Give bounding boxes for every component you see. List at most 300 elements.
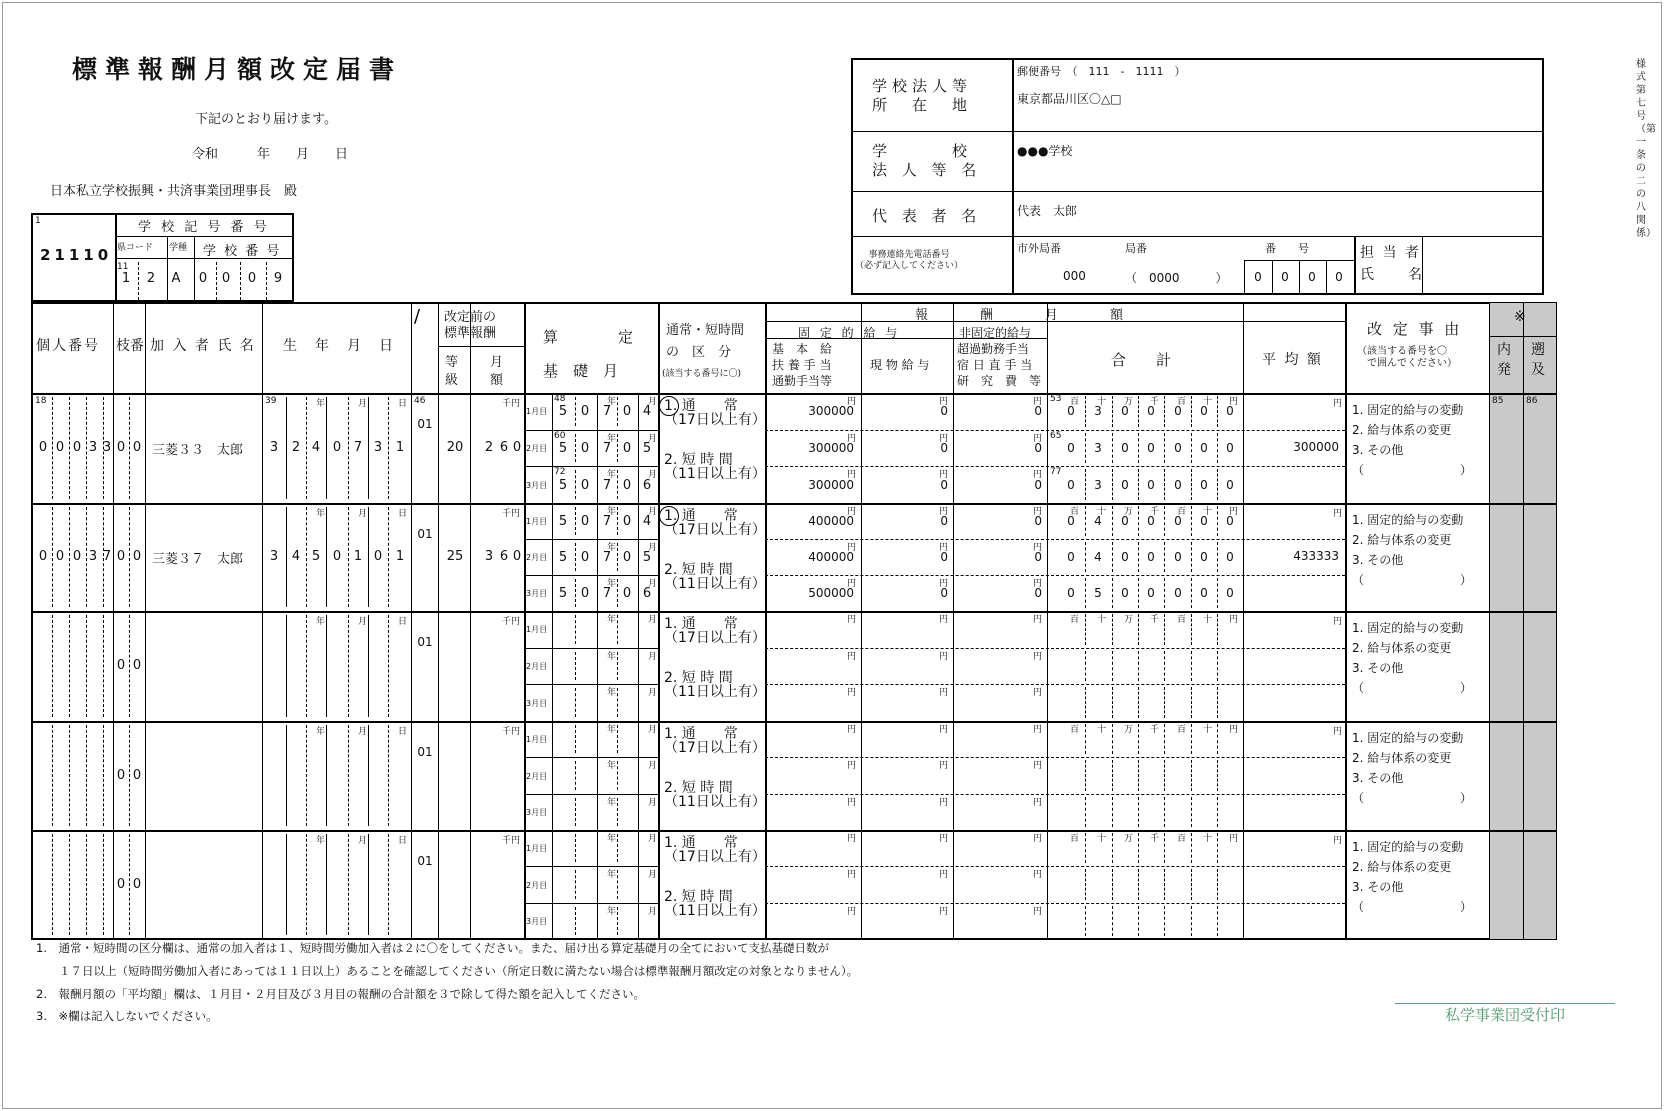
birth-digit: 2: [291, 440, 301, 455]
birth-digit: 3: [269, 440, 279, 455]
type-option-short: 2. 短 時 間 （11日以上有）: [664, 780, 766, 810]
unit-yen: 円: [939, 725, 949, 735]
unit-day: 日: [398, 836, 408, 846]
birth-digit: 5: [311, 549, 321, 564]
unit-yen: 円: [939, 797, 949, 808]
phone-digit: 0: [1254, 270, 1262, 284]
phone-area: 000: [1063, 269, 1086, 283]
calc-month-digit: 5: [558, 514, 568, 529]
total-digit: 0: [1226, 477, 1234, 492]
stamp-text: 私学事業団受付印: [1444, 1006, 1565, 1024]
unit-year: 年: [607, 761, 617, 772]
branch-digit: 0: [116, 549, 126, 564]
reason-option: 1. 固定的給与の変動: [1352, 513, 1464, 527]
type-option-short: 2. 短 時 間 （11日以上有）: [664, 889, 766, 919]
form-subtitle: 下記のとおり届けます。: [195, 112, 337, 127]
unit-year: 年: [316, 509, 326, 519]
plan-code: 01: [417, 417, 433, 431]
unit-month: 月: [648, 651, 658, 662]
month-label: 2月目: [526, 444, 548, 453]
calc-month-digit: 0: [622, 441, 632, 456]
unit-yen: 円: [847, 433, 857, 444]
digit-unit: 万: [1124, 507, 1134, 517]
digit-unit: 百: [1177, 834, 1187, 844]
unit-yen: 円: [1033, 906, 1043, 917]
reason-option: 1. 固定的給与の変動: [1352, 621, 1464, 635]
type-option-normal: 1. 通 常 （17日以上有）: [664, 398, 766, 428]
month-label: 3月目: [526, 480, 548, 490]
unit-yen: 円: [939, 834, 949, 844]
unit-sen: 千円: [502, 509, 521, 519]
field-code: 65: [1050, 430, 1062, 441]
digit-unit: 百: [1070, 834, 1080, 844]
type-selected-circle: [659, 396, 679, 416]
fixed-salary: 300000: [808, 477, 854, 492]
total-digit: 0: [1226, 550, 1234, 564]
header-in-kind: 現 物 給 与: [870, 358, 930, 372]
digit-unit: 千: [1150, 725, 1160, 735]
plan-code: 01: [417, 745, 433, 759]
monthly-digit: 6: [499, 440, 509, 455]
date-line: 令和 年 月 日: [192, 147, 349, 162]
type-option-short: 2. 短 時 間 （11日以上有）: [664, 452, 766, 482]
nonfixed-salary: 0: [1034, 477, 1042, 492]
unit-month: 月: [648, 906, 658, 917]
digit-unit: 十: [1203, 507, 1213, 517]
grade-value: 20: [446, 440, 464, 455]
digit-unit: 円: [1229, 615, 1239, 625]
unit-yen: 円: [847, 470, 857, 481]
school-code-digit: 9: [273, 271, 283, 286]
total-digit: 0: [1147, 404, 1155, 419]
personal-no-digit: 7: [102, 549, 112, 564]
unit-sen: 千円: [502, 727, 521, 737]
unit-yen: 円: [939, 579, 949, 589]
unit-month: 月: [358, 617, 368, 627]
unit-yen: 円: [847, 906, 857, 917]
average-amount: 300000: [1293, 440, 1339, 454]
calc-month-digit: 0: [622, 514, 632, 529]
monthly-digit: 6: [499, 549, 509, 564]
total-digit: 0: [1174, 477, 1182, 492]
field-code: 86: [1526, 396, 1538, 406]
unit-year: 年: [607, 470, 617, 481]
birth-digit: 1: [395, 549, 405, 564]
total-digit: 0: [1174, 404, 1182, 419]
total-digit: 0: [1174, 441, 1182, 455]
branch-digit: 0: [116, 440, 126, 455]
unit-yen: 円: [939, 507, 949, 517]
school-code-digit: 0: [247, 271, 257, 286]
header-fixed: 固 定 的 給 与: [798, 326, 901, 340]
unit-sen: 千円: [502, 399, 521, 409]
birth-digit: 4: [291, 549, 301, 564]
unit-yen: 円: [1033, 543, 1043, 553]
receipt-stamp: [1395, 1003, 1615, 1050]
unit-yen: 円: [939, 615, 949, 625]
unit-yen: 円: [1033, 797, 1043, 808]
unit-year: 年: [607, 579, 617, 589]
birth-digit: 1: [395, 440, 405, 455]
field-code: 85: [1492, 396, 1504, 406]
fixed-salary: 300000: [808, 441, 854, 455]
member-name: 三菱３３ 太郎: [152, 443, 244, 458]
birth-digit: 3: [373, 440, 383, 455]
monthly-digit: 0: [512, 440, 522, 455]
total-digit: 0: [1121, 514, 1129, 528]
total-digit: 0: [1226, 441, 1234, 455]
type-option-normal: 1. 通 常 （17日以上有）: [664, 508, 766, 538]
unit-day: 日: [398, 727, 408, 737]
total-digit: 0: [1226, 404, 1234, 419]
total-digit: 0: [1174, 586, 1182, 600]
total-digit: 0: [1174, 550, 1182, 564]
unit-year: 年: [607, 651, 617, 662]
calc-month-digit: 0: [622, 477, 632, 493]
unit-year: 年: [607, 725, 617, 735]
unit-yen: 円: [847, 543, 857, 553]
month-label: 2月目: [526, 771, 548, 781]
school-type-label: 学種: [169, 243, 188, 253]
monthly-digit: 0: [512, 549, 522, 564]
reason-option: （ ）: [1352, 900, 1473, 914]
unit-yen: 円: [939, 688, 949, 699]
calc-month-digit: 0: [622, 586, 632, 601]
note-1-cont: １７日以上（短時間労働加入者にあっては１１日以上）あることを確認してください（所定日数に満たない場合は標準報酬月額改定の対象となりません）。: [36, 964, 859, 978]
digit-unit: 十: [1203, 725, 1213, 735]
unit-yen: 円: [847, 725, 857, 735]
total-digit: 5: [1094, 586, 1102, 600]
total-digit: 0: [1147, 514, 1155, 528]
unit-yen: 円: [939, 906, 949, 917]
month-label: 2月目: [526, 662, 548, 671]
reason-option: 3. その他: [1352, 771, 1404, 785]
field-code: 53: [1050, 394, 1062, 404]
fixed-salary: 500000: [808, 586, 854, 600]
field-code: 39: [265, 396, 277, 406]
in-kind-salary: 0: [940, 550, 948, 564]
unit-month: 月: [648, 579, 658, 589]
reason-option: （ ）: [1352, 681, 1473, 695]
phone-digit: 0: [1335, 270, 1343, 284]
note-3: 3. ※欄は記入しないでください。: [36, 1009, 218, 1023]
total-digit: 0: [1121, 477, 1129, 492]
unit-month: 月: [648, 797, 658, 808]
header-type: 通常・短時間 の 区 分: [666, 323, 745, 360]
unit-year: 年: [607, 397, 617, 407]
calc-month-digit: 7: [602, 441, 612, 456]
unit-month: 月: [648, 397, 658, 407]
unit-yen: 円: [1033, 870, 1043, 881]
representative-value: 代表 太郎: [1017, 204, 1078, 218]
reason-option: 2. 給与体系の変更: [1352, 533, 1452, 547]
reason-option: 2. 給与体系の変更: [1352, 423, 1452, 437]
type-selected-circle: [659, 506, 679, 526]
personal-no-digit: 0: [72, 440, 82, 455]
total-digit: 0: [1121, 586, 1129, 600]
reason-option: 3. その他: [1352, 880, 1404, 894]
calc-month-digit: 0: [580, 586, 590, 601]
digit-unit: 円: [1229, 725, 1239, 735]
unit-day: 日: [398, 509, 408, 519]
personal-no-digit: 0: [55, 549, 65, 564]
birth-digit: 0: [332, 549, 342, 564]
digit-unit: 十: [1097, 834, 1107, 844]
branch-digit: 0: [132, 549, 142, 564]
unit-yen: 円: [847, 507, 857, 517]
unit-yen: 円: [1033, 615, 1043, 625]
calc-month-digit: 0: [580, 404, 590, 420]
header-overtime: 超過勤務手当 宿 日 直 手 当 研 究 費 等: [957, 342, 1042, 388]
plan-code: 01: [417, 635, 433, 649]
school-num-label: 学 校 番 号: [203, 244, 282, 259]
calc-month-digit: 5: [558, 550, 568, 565]
main-table: [31, 302, 1557, 940]
unit-year: 年: [607, 870, 617, 881]
unit-year: 年: [607, 615, 617, 625]
in-kind-salary: 0: [940, 441, 948, 455]
header-fixed-base: 基 本 給 扶 養 手 当 通勤手当等: [772, 342, 833, 388]
digit-unit: 百: [1177, 397, 1187, 407]
digit-unit: 十: [1203, 834, 1213, 844]
unit-month: 月: [648, 507, 658, 517]
header-remuneration: 報 酬 月 額: [915, 308, 1124, 323]
calc-month-digit: 5: [642, 550, 652, 565]
header-naihatsu: 内 発: [1497, 342, 1511, 378]
month-label: 3月目: [526, 807, 548, 817]
header-personal-no: 個人番号: [36, 338, 100, 354]
reason-option: 3. その他: [1352, 443, 1404, 457]
total-digit: 0: [1147, 477, 1155, 492]
digit-unit: 千: [1150, 397, 1160, 407]
calc-month-digit: 0: [622, 550, 632, 565]
phone-area-label: 市外局番: [1017, 242, 1061, 255]
digit-unit: 百: [1177, 507, 1187, 517]
total-digit: 0: [1121, 550, 1129, 564]
total-digit: 3: [1094, 441, 1102, 455]
form-number: 様式第七号（第一条の二の八関係）: [1636, 59, 1656, 239]
personal-no-digit: 0: [55, 440, 65, 455]
unit-yen: 円: [939, 543, 949, 553]
unit-yen: 円: [1033, 725, 1043, 735]
digit-unit: 百: [1070, 615, 1080, 625]
field-code: 18: [35, 396, 47, 406]
digit-unit: 万: [1124, 834, 1134, 844]
phone-exchange-label: 局番: [1125, 242, 1147, 255]
average-amount: 433333: [1293, 549, 1339, 563]
branch-digit: 0: [116, 876, 126, 892]
month-label: 3月目: [526, 916, 548, 926]
in-kind-salary: 0: [940, 586, 948, 600]
unit-yen: 円: [847, 688, 857, 699]
type-option-normal: 1. 通 常 （17日以上有）: [664, 835, 766, 865]
birth-digit: 3: [269, 549, 279, 564]
grade-value: 25: [446, 549, 464, 564]
field-code: 77: [1050, 467, 1062, 478]
unit-year: 年: [607, 507, 617, 517]
header-name: 加 入 者 氏 名: [150, 338, 256, 354]
digit-unit: 百: [1070, 725, 1080, 735]
header-before: 改定前の 標準報酬: [444, 310, 497, 341]
type-option-short: 2. 短 時 間 （11日以上有）: [664, 562, 766, 592]
unit-yen: 円: [1333, 727, 1343, 737]
unit-yen: 円: [1033, 761, 1043, 772]
calc-month-digit: 7: [602, 586, 612, 601]
unit-yen: 円: [1333, 399, 1343, 409]
postal-code: 郵便番号 （ 111 - 1111 ）: [1017, 65, 1186, 78]
personal-no-digit: 0: [38, 440, 48, 455]
calc-month-digit: 6: [642, 586, 652, 601]
personal-no-digit: 3: [88, 549, 98, 564]
unit-month: 月: [648, 433, 658, 444]
branch-digit: 0: [116, 658, 126, 673]
phone-digit: 0: [1281, 270, 1289, 284]
digit-unit: 百: [1070, 507, 1080, 517]
phone-label: 事務連絡先電話番号 （必ず記入してください）: [855, 250, 964, 271]
pref-code-label: 県コード: [117, 243, 154, 253]
header-sokyu: 遡 及: [1531, 342, 1545, 378]
fixed-salary: 400000: [808, 514, 854, 528]
personal-no-digit: 0: [72, 549, 82, 564]
total-digit: 0: [1147, 441, 1155, 455]
header-birth: 生 年 月 日: [283, 338, 395, 354]
nonfixed-salary: 0: [1034, 550, 1042, 564]
birth-digit: 4: [311, 440, 321, 455]
contact-label: 担 当 者 氏 名: [1360, 245, 1424, 283]
unit-yen: 円: [939, 761, 949, 772]
total-digit: 0: [1200, 477, 1208, 492]
unit-year: 年: [607, 906, 617, 917]
unit-year: 年: [607, 797, 617, 808]
nonfixed-salary: 0: [1034, 404, 1042, 419]
month-label: 1月目: [526, 407, 548, 417]
total-digit: 0: [1200, 441, 1208, 455]
total-digit: 0: [1067, 550, 1075, 564]
reason-option: （ ）: [1352, 791, 1473, 805]
unit-yen: 円: [847, 834, 857, 844]
nonfixed-salary: 0: [1034, 514, 1042, 528]
unit-yen: 円: [1333, 836, 1343, 846]
unit-month: 月: [358, 836, 368, 846]
unit-year: 年: [607, 688, 617, 699]
unit-yen: 円: [1033, 470, 1043, 481]
total-digit: 0: [1147, 586, 1155, 600]
unit-month: 月: [358, 509, 368, 519]
total-digit: 0: [1067, 404, 1075, 419]
school-sub-num: 11: [117, 262, 129, 272]
unit-year: 年: [316, 617, 326, 627]
header-mark: ※: [1514, 309, 1526, 325]
unit-year: 年: [316, 836, 326, 846]
header-calc: 算 定 基 礎 月: [543, 328, 634, 380]
unit-month: 月: [648, 688, 658, 699]
field-code: 72: [554, 467, 566, 478]
unit-day: 日: [398, 399, 408, 409]
branch-digit: 0: [132, 658, 142, 673]
unit-year: 年: [607, 834, 617, 844]
calc-month-digit: 6: [642, 477, 652, 493]
digit-unit: 十: [1097, 615, 1107, 625]
type-option-normal: 1. 通 常 （17日以上有）: [664, 726, 766, 756]
total-digit: 0: [1226, 514, 1234, 528]
digit-unit: 十: [1203, 397, 1213, 407]
school-code-digit: 0: [198, 271, 208, 286]
unit-month: 月: [648, 543, 658, 553]
month-label: 3月目: [526, 589, 548, 598]
total-digit: 3: [1094, 404, 1102, 419]
calc-month-digit: 5: [642, 441, 652, 456]
digit-unit: 千: [1150, 615, 1160, 625]
calc-month-digit: 5: [558, 404, 568, 420]
addressee: 日本私立学校振興・共済事業団理事長 殿: [50, 184, 298, 199]
representative-label: 代 表 者 名: [872, 207, 982, 225]
unit-yen: 円: [1033, 433, 1043, 444]
field-code: 46: [414, 396, 426, 406]
header-grade: 等 級: [445, 355, 459, 388]
unit-yen: 円: [847, 579, 857, 589]
member-name: 三菱３７ 太郎: [152, 552, 244, 567]
school-code-digit: 1: [121, 271, 131, 286]
header-branch: 枝番: [116, 338, 144, 354]
school-name-label: 学 校 法 人 等 名: [872, 142, 982, 179]
digit-unit: 百: [1177, 615, 1187, 625]
calc-month-digit: 4: [642, 404, 652, 420]
reason-option: 1. 固定的給与の変動: [1352, 731, 1464, 745]
school-code-header: 学 校 記 号 番 号: [138, 220, 270, 235]
calc-month-digit: 0: [580, 477, 590, 493]
total-digit: 0: [1200, 404, 1208, 419]
nonfixed-salary: 0: [1034, 441, 1042, 455]
digit-unit: 万: [1124, 397, 1134, 407]
phone-digit: 0: [1308, 270, 1316, 284]
unit-year: 年: [316, 727, 326, 737]
school-code: 21110: [40, 246, 113, 264]
address-label: 学校法人等 所 在 地: [872, 77, 973, 114]
unit-yen: 円: [847, 651, 857, 662]
calc-month-digit: 0: [580, 514, 590, 529]
calc-month-digit: 7: [602, 477, 612, 493]
digit-unit: 十: [1097, 397, 1107, 407]
month-label: 1月目: [526, 735, 548, 745]
month-label: 1月目: [526, 517, 548, 526]
unit-day: 日: [398, 617, 408, 627]
plan-code: 01: [417, 527, 433, 541]
digit-unit: 十: [1097, 725, 1107, 735]
calc-month-digit: 7: [602, 550, 612, 565]
birth-digit: 1: [353, 549, 363, 564]
unit-yen: 円: [939, 397, 949, 407]
note-2: 2. 報酬月額の「平均額」欄は、１月目・２月目及び３月目の報酬の合計額を３で除して得た額を記入してください。: [36, 987, 645, 1001]
unit-yen: 円: [1033, 834, 1043, 844]
type-option-short: 2. 短 時 間 （11日以上有）: [664, 670, 766, 700]
month-label: 2月目: [526, 880, 548, 890]
reason-option: 1. 固定的給与の変動: [1352, 403, 1464, 417]
unit-year: 年: [316, 399, 326, 409]
calc-month-digit: 0: [580, 441, 590, 456]
personal-no-digit: 3: [102, 440, 112, 455]
unit-yen: 円: [939, 651, 949, 662]
unit-year: 年: [607, 543, 617, 553]
calc-month-digit: 4: [642, 514, 652, 529]
total-digit: 0: [1067, 514, 1075, 528]
header-reason-note: （該当する番号を〇 で囲んでください）: [1357, 346, 1457, 369]
total-digit: 4: [1094, 514, 1102, 528]
digit-unit: 円: [1229, 834, 1239, 844]
unit-month: 月: [358, 399, 368, 409]
unit-year: 年: [607, 433, 617, 444]
unit-yen: 円: [1333, 509, 1343, 519]
unit-month: 月: [648, 725, 658, 735]
